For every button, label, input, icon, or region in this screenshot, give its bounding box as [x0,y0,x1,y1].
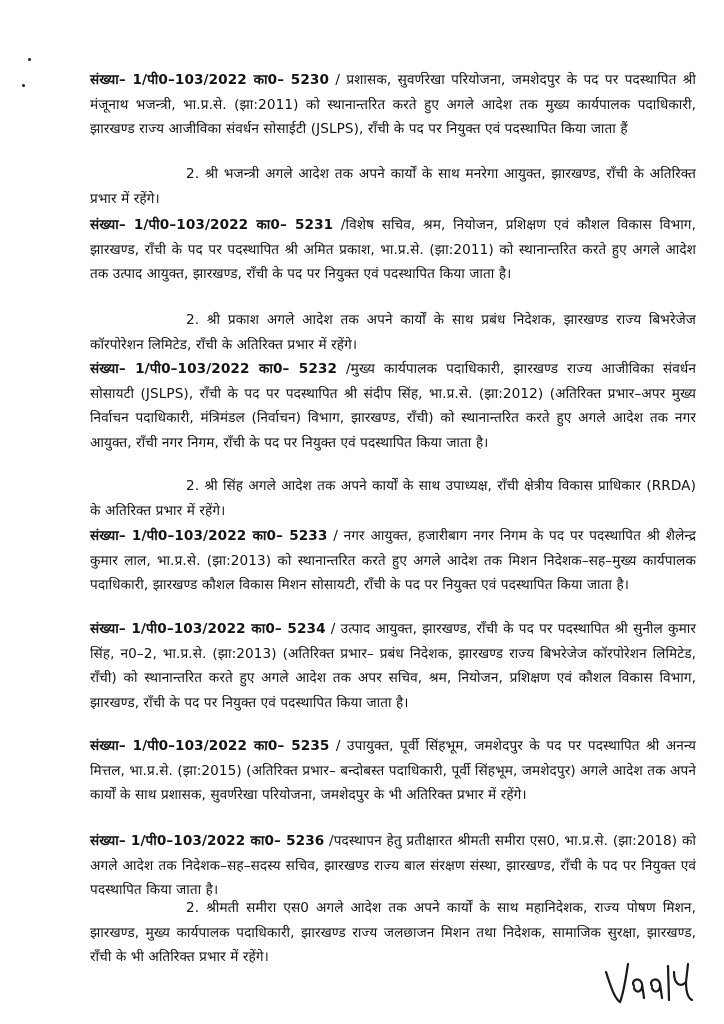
order-ref: संख्या– 1/पी0–103/2022 का0– 5235 [90,738,330,754]
order-5233 [90,524,696,598]
order-ref: संख्या– 1/पी0–103/2022 का0– 5234 [90,621,326,637]
order-5231 [90,213,696,287]
order-text: /पदस्थापन हेतु प्रतीक्षारत श्रीमती समीरा एस0, भा.प्र.से. (झा:2018) को अगले आदेश तक निदेशक–सह–सदस्य सचिव, झारखण्ड राज्य बाल संरक्षण संस्था, झारखण्ड, राँची के पद पर नियुक्त एवं पदस्थापित किया जाता है। [90,833,697,898]
order-ref: संख्या– 1/पी0–103/2022 का0– 5236 [90,833,325,849]
order-5230 [90,68,696,142]
order-text: / नगर आयुक्त, हजारीबाग नगर निगम के पद पर पदस्थापित श्री शैलेन्द्र कुमार लाल, भा.प्र.से. (झा:2013) को स्थानान्तरित करते हुए अगले आदेश तक मिशन निदेशक–सह–मुख्य कार्यपालक पदाधिकारी, झारखण्ड कौशल विकास मिशन सोसायटी, राँची के पद पर नियुक्त एवं पदस्थापित किया जाता है। [90,528,697,593]
order-ref: संख्या– 1/पी0–103/2022 का0– 5231 [90,217,334,233]
order-ref: संख्या– 1/पी0–103/2022 का0– 5232 [90,361,338,377]
order-text: / उत्पाद आयुक्त, झारखण्ड, राँची के पद पर पदस्थापित श्री सुनील कुमार सिंह, न0–2, भा.प्र.से. (झा:2013) (अतिरिक्त प्रभार– प्रबंध निदेशक, झारखण्ड राज्य बिभरेजेज कॉरपोरेशन लिमिटेड, राँची) को स्थानान्तरित करते हुए अगले आदेश तक अपर सचिव, श्रम, नियोजन, प्रशिक्षण एवं कौशल विकास विभाग, झारखण्ड, राँची के पद पर नियुक्त एवं पदस्थापित किया जाता है। [90,621,696,711]
order-5236-sub: 2. श्रीमती समीरा एस0 अगले आदेश तक अपने कार्यों के साथ महानिदेशक, राज्य पोषण मिशन, झारखण्ड, मुख्य कार्यपालक पदाधिकारी, झारखण्ड राज्य जलछाजन मिशन तथा निदेशक, सामाजिक सुरक्षा, झारखण्ड, राँची के भी अतिरिक्त प्रभार में रहेंगे। [90,900,696,965]
order-text: /विशेष सचिव, श्रम, नियोजन, प्रशिक्षण एवं कौशल विकास विभाग, झारखण्ड, राँची के पद पर पदस्थापित श्री अमित प्रकाश, भा.प्र.से. (झा:2011) को स्थानान्तरित करते हुए अगले आदेश तक उत्पाद आयुक्त, झारखण्ड, राँची के पद पर नियुक्त एवं पदस्थापित किया जाता है। [90,217,696,282]
order-5230-sub: 2. श्री भजन्त्री अगले आदेश तक अपने कार्यों के साथ मनरेगा आयुक्त, झारखण्ड, राँची के अतिरिक्त प्रभार में रहेंगे। [90,166,696,207]
scan-mark [28,58,31,61]
order-ref: संख्या– 1/पी0–103/2022 का0– 5233 [90,528,328,544]
order-text: / उपायुक्त, पूर्वी सिंहभूम, जमशेदपुर के पद पर पदस्थापित श्री अनन्य मित्तल, भा.प्र.से. (झा:2015) (अतिरिक्त प्रभार– बन्दोबस्त पदाधिकारी, पूर्वी सिंहभूम, जमशेदपुर) अगले आदेश तक अपने कार्यों के साथ प्रशासक, सुवर्णरेखा परियोजना, जमशेदपुर के भी अतिरिक्त प्रभार में रहेंगे। [90,738,697,803]
signature [600,942,700,1012]
order-5231-sub: 2. श्री प्रकाश अगले आदेश तक अपने कार्यों के साथ प्रबंध निदेशक, झारखण्ड राज्य बिभरेजेज कॉरपोरेशन लिमिटेड, राँची के अतिरिक्त प्रभार में रहेंगे। [90,312,696,353]
order-text: / प्रशासक, सुवर्णरेखा परियोजना, जमशेदपुर के पद पर पदस्थापित श्री मंजूनाथ भजन्त्री, भा.प्र.से. (झा:2011) को स्थानान्तरित करते हुए अगले आदेश तक मुख्य कार्यपालक पदाधिकारी, झारखण्ड राज्य आजीविका संवर्धन सोसाईटी (JSLPS), राँची के पद पर नियुक्त एवं पदस्थापित किया जाता हैं [90,72,696,137]
scan-mark [22,84,25,87]
order-5232-sub: 2. श्री सिंह अगले आदेश तक अपने कार्यों के साथ उपाध्यक्ष, राँची क्षेत्रीय विकास प्राधिकार (RRDA) के अतिरिक्त प्रभार में रहेंगे। [90,478,696,519]
order-ref: संख्या– 1/पी0–103/2022 का0– 5230 [90,72,330,88]
order-5232 [90,357,696,455]
order-5234 [90,617,696,715]
order-text: /मुख्य कार्यपालक पदाधिकारी, झारखण्ड राज्य आजीविका संवर्धन सोसायटी (JSLPS), राँची के पद पर पदस्थापित श्री संदीप सिंह, भा.प्र.से. (झा:2012) (अतिरिक्त प्रभार–अपर मुख्य निर्वाचन पदाधिकारी, मंत्रिमंडल (निर्वाचन) विभाग, झारखण्ड, राँची) को स्थानान्तरित करते हुए अगले आदेश तक नगर आयुक्त, राँची नगर निगम, राँची के पद पर नियुक्त एवं पदस्थापित किया जाता है। [90,361,696,451]
order-5235 [90,734,696,808]
order-5236 [90,829,696,903]
